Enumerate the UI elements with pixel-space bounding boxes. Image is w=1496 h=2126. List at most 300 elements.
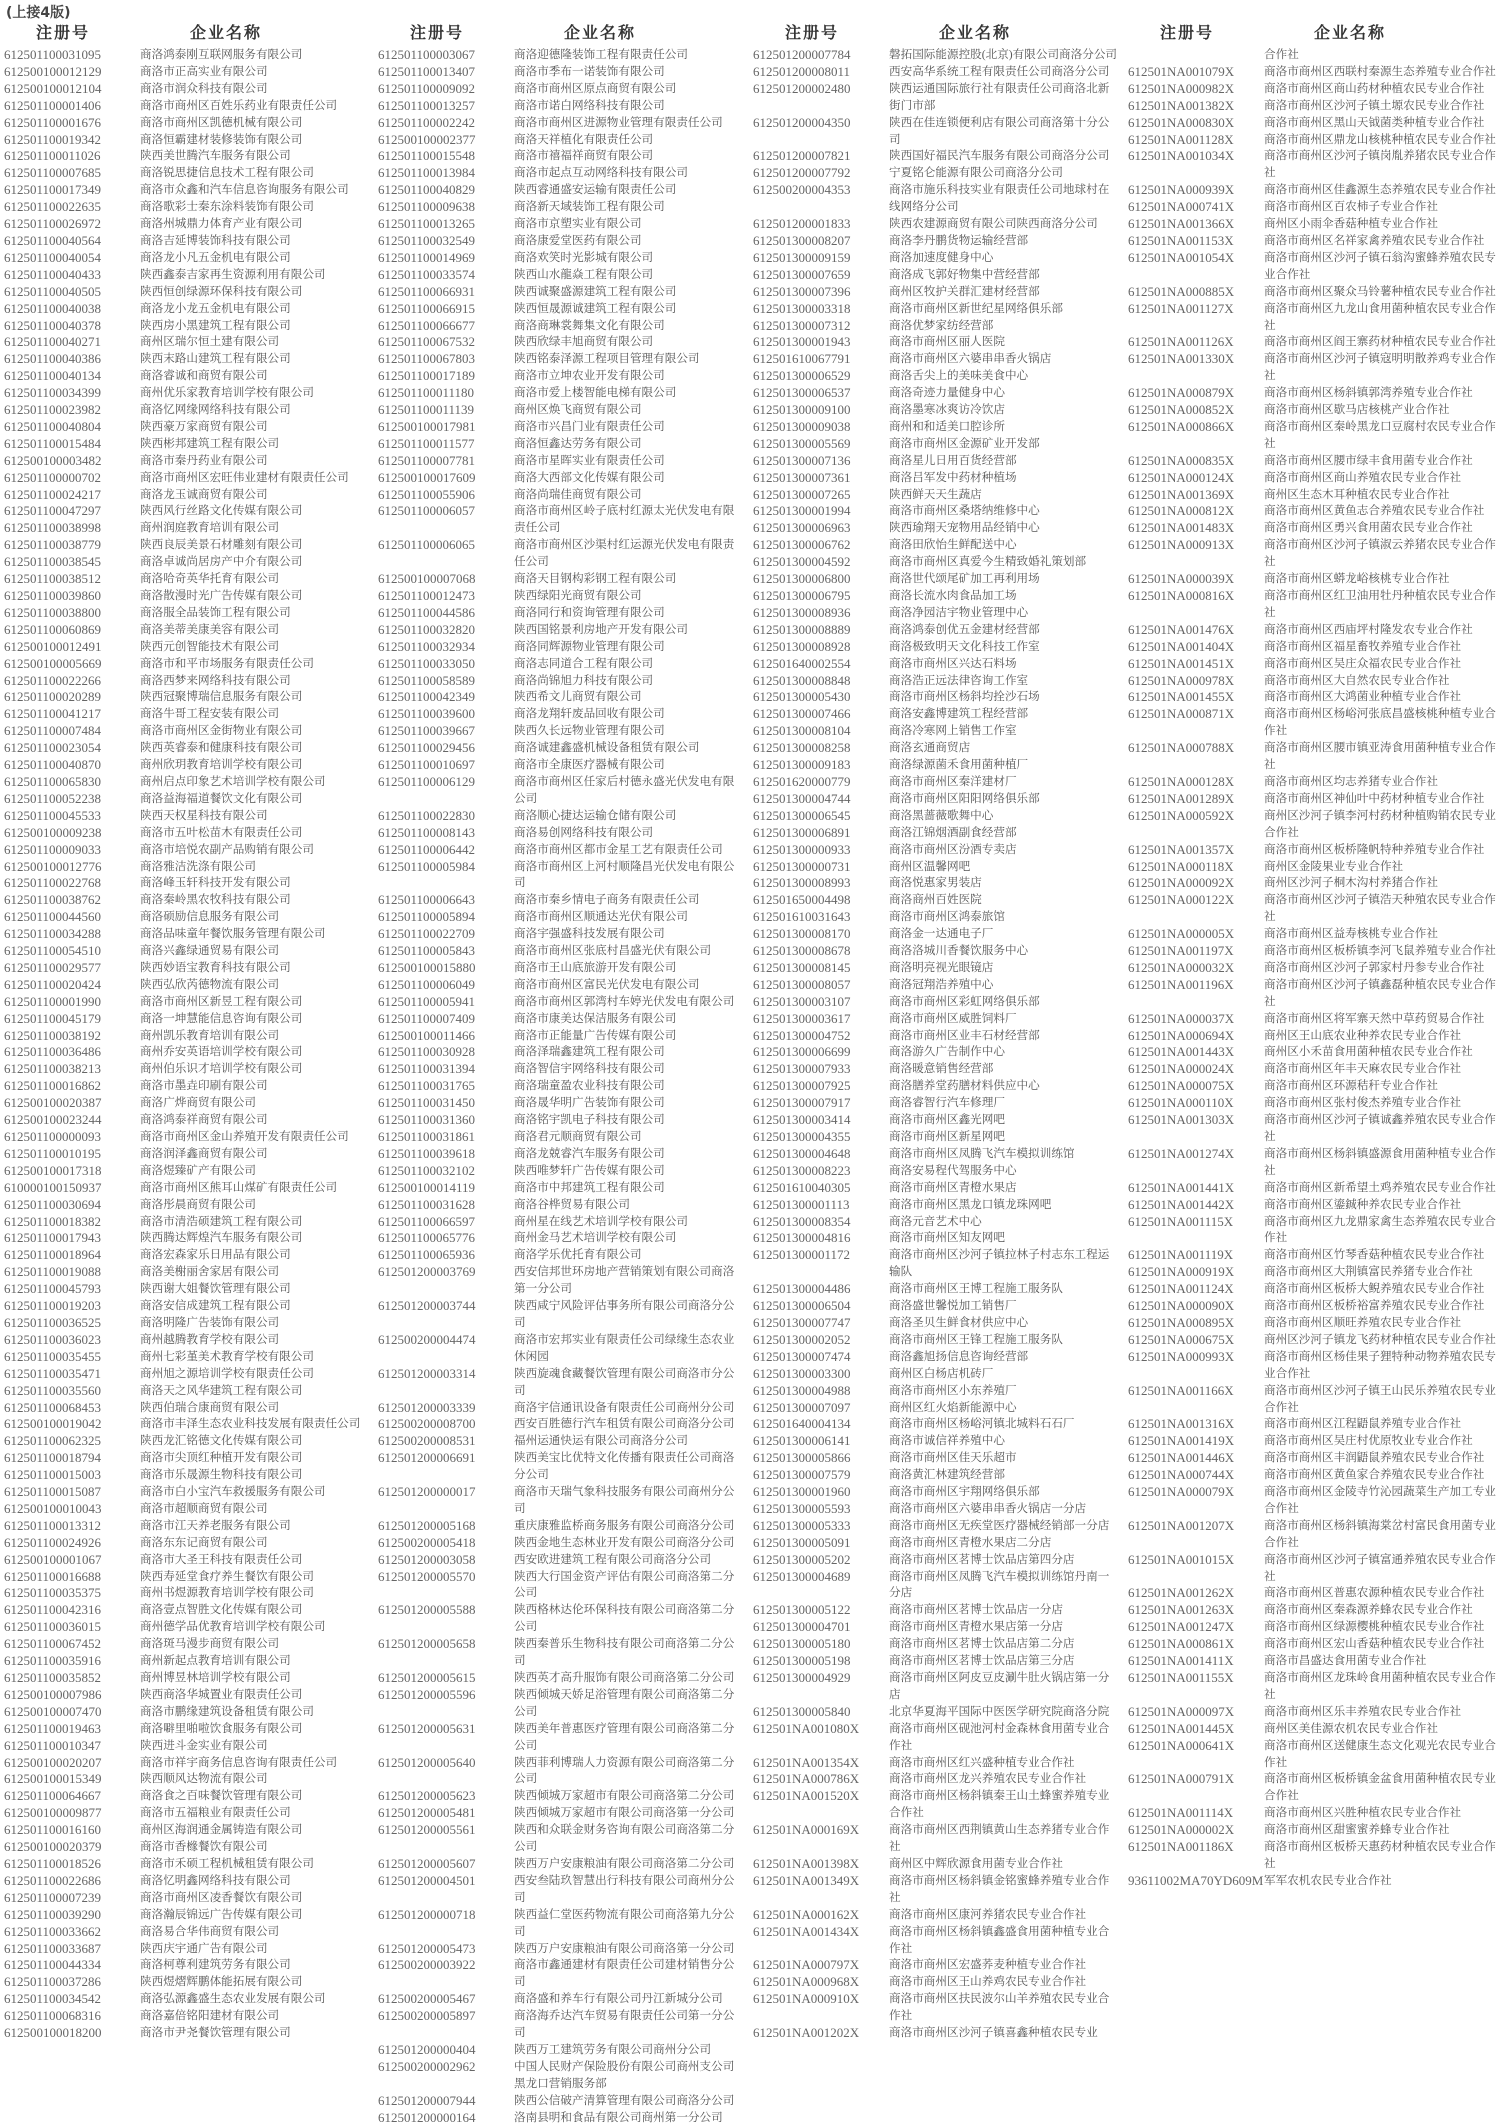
company-name: 商洛睿智行汽车修理厂	[889, 1096, 1005, 1110]
registration-number: 612501300007312	[753, 317, 851, 333]
company-name: 商洛市商州区秦森源养蜂农民专业合作社	[1264, 1603, 1473, 1617]
company-name: 商洛市商州区乐丰养殖农民专业合作社	[1264, 1704, 1462, 1718]
table-row	[0, 1755, 372, 1772]
company-name: 商洛市商州区红卫油用牡丹种植农民专业合作社	[1264, 589, 1496, 619]
table-row	[374, 503, 746, 537]
company-name: 商洛市商州区杨斜镇郭湾养殖专业合作社	[1264, 386, 1473, 400]
table-row	[0, 1264, 372, 1281]
company-name: 商洛鸿泰创优五金建材经营部	[889, 622, 1040, 636]
table-row	[1124, 959, 1485, 977]
registration-number: 612501NA001153X	[1128, 232, 1234, 248]
company-name: 商洛瀚辰锦远广告传媒有限公司	[140, 1907, 303, 1921]
registration-number: 612501100007484	[4, 723, 102, 739]
company-name: 商洛长流水肉食品加工场	[889, 589, 1017, 602]
company-name: 商洛市星晖实业有限责任公司	[514, 453, 665, 467]
table-row	[749, 1771, 1121, 1788]
registration-number: 612501300004486	[753, 1281, 851, 1297]
table-row	[0, 419, 372, 436]
header-reg-no: 注册号	[36, 23, 91, 42]
registration-number: 612501300008145	[753, 959, 851, 975]
company-name: 陕西倾城万家超市有限公司商洛第一分公司	[514, 1806, 735, 1820]
company-name: 商洛市商州区阳阳网络俱乐部	[889, 791, 1040, 805]
table-row	[749, 673, 1121, 690]
registration-number: 612500200002962	[378, 2058, 476, 2074]
table-row	[749, 1602, 1121, 1619]
table-row	[0, 1332, 372, 1349]
table-column-1	[0, 18, 372, 2041]
company-name: 商州区美佳源农机农民专业合作社	[1264, 1721, 1438, 1735]
table-row	[0, 1771, 372, 1788]
table-row	[374, 656, 746, 673]
company-name: 商洛瑞童盈农业科技有限公司	[514, 1079, 665, 1093]
registration-number: 612501100040564	[4, 232, 102, 248]
table-row	[0, 977, 372, 994]
company-name: 商洛市商州区沙河子镇岗胤养猪农民专业合作社	[1264, 149, 1496, 180]
company-name: 商洛市商州区宏山香菇种植农民专业合作社	[1264, 1637, 1485, 1651]
registration-number: 612501NA001451X	[1128, 655, 1235, 671]
registration-number: 612501200005588	[378, 1602, 476, 1618]
table-row	[749, 842, 1121, 859]
table-row	[0, 1974, 372, 1991]
registration-number: 612501NA001398X	[753, 1855, 860, 1871]
table-row	[374, 774, 746, 808]
table-row	[1124, 1704, 1480, 1721]
table-row	[749, 1619, 1121, 1636]
registration-number: 612501300006795	[753, 588, 851, 603]
registration-number: 612500100018200	[4, 2025, 102, 2041]
registration-number: 612501200005481	[378, 1805, 476, 1821]
registration-number: 612501100011577	[378, 435, 475, 451]
company-name: 商洛尚瑞佳商贸有限公司	[514, 487, 642, 501]
company-name: 商洛市商州区杨斜镇海棠岔村富民食用菌专业合作社	[1264, 1518, 1496, 1549]
company-name: 商洛煜臻矿产有限公司	[140, 1163, 256, 1177]
company-name: 商洛市商州区板桥镇金盆食用菌种植农民专业合作社	[1264, 1772, 1496, 1803]
company-name: 陕西庆宇通广告有限公司	[140, 1941, 268, 1955]
registration-number: 612501100001990	[4, 993, 102, 1009]
company-name: 商洛市润众科技有限公司	[140, 81, 268, 95]
table-row	[749, 1044, 1121, 1061]
table-row	[0, 1805, 372, 1822]
table-row	[1124, 131, 1496, 149]
company-name: 商洛加速度健身中心	[889, 250, 994, 264]
table-row	[374, 2059, 746, 2093]
company-name: 商洛市商州区歇马店核桃产业合作社	[1264, 403, 1450, 417]
company-name: 陕西弘欣芮德物流有限公司	[140, 977, 280, 991]
company-name: 商洛尚锦旭力科技有限公司	[514, 673, 654, 687]
registration-number: 612501200005615	[378, 1670, 476, 1685]
table-row	[749, 1433, 1121, 1450]
registration-number: 612501300003300	[753, 1365, 851, 1381]
company-name: 商洛润泽鑫商贸有限公司	[140, 1146, 268, 1160]
company-name: 商州润庭教育培训有限公司	[140, 521, 280, 535]
registration-number: 612501NA000835X	[1128, 452, 1235, 468]
registration-number: 612501300004744	[753, 790, 851, 806]
table-row	[0, 1856, 372, 1873]
registration-number: 612501100015087	[4, 1484, 102, 1500]
table-row	[0, 216, 372, 233]
registration-number: 612501300005180	[753, 1636, 851, 1652]
registration-number: 612501100033050	[378, 655, 476, 671]
table-row	[0, 402, 372, 419]
table-row	[374, 689, 746, 706]
company-name: 商洛志同道合工程有限公司	[514, 656, 654, 670]
registration-number: 612501100029456	[378, 740, 476, 756]
company-name: 商洛市商州区王山养鸡农民专业合作社	[889, 1975, 1087, 1989]
table-row	[0, 554, 372, 571]
company-name: 商洛市商州区神仙叶中药材种植专业合作社	[1264, 791, 1485, 805]
registration-number: 612501100030694	[4, 1196, 102, 1212]
table-row	[1124, 1619, 1485, 1636]
company-name: 商洛市商州区勇兴食用菌农民专业合作社	[1264, 521, 1473, 535]
table-row	[374, 1873, 746, 1907]
registration-number: 612501NA001303X	[1128, 1112, 1235, 1128]
company-name: 商洛李丹鹏货物运输经营部	[889, 233, 1029, 247]
company-name: 商洛膳养堂药膳材料供应中心	[889, 1079, 1040, 1093]
company-name: 商洛市商州区西联村秦源生态养殖专业合作社	[1264, 64, 1496, 78]
company-name: 商洛市祥宇商务信息咨询有限责任公司	[140, 1755, 338, 1769]
company-name: 商州区沙河子镇龙飞药材种植农民专业合作社	[1264, 1332, 1496, 1346]
company-name: 商洛市墨垚印刷有限公司	[140, 1079, 268, 1093]
registration-number: 612501100067803	[378, 351, 476, 367]
company-name: 陕西国好福民汽车服务有限公司商洛分公司	[889, 149, 1110, 163]
table-row	[1124, 520, 1480, 537]
table-row	[374, 588, 746, 605]
registration-number: 612501200003769	[378, 1264, 476, 1280]
table-row	[749, 909, 1121, 926]
registration-number: 612501NA000675X	[1128, 1331, 1235, 1347]
company-name: 商洛市商州区进源物业管理有限责任公司	[514, 115, 723, 129]
registration-number: 612501620000779	[753, 773, 851, 789]
table-row	[749, 503, 1121, 520]
company-name: 商州德学品优教育培训学校有限公司	[140, 1620, 326, 1634]
table-row	[749, 537, 1121, 554]
table-row	[749, 1755, 1121, 1772]
table-row	[749, 1907, 1121, 1924]
table-row	[0, 639, 372, 656]
company-name: 陕西久长远物业管理有限公司	[514, 724, 665, 738]
registration-number: 612501300005593	[753, 1500, 851, 1516]
registration-number: 612501100031095	[4, 47, 102, 62]
registration-number: 612501NA000982X	[1128, 80, 1235, 96]
table-row	[749, 1281, 1121, 1298]
company-name: 商洛市商州区新世纪星网络俱乐部	[889, 301, 1063, 315]
registration-number: 612501100031394	[378, 1061, 476, 1077]
table-row	[1124, 1416, 1480, 1433]
company-name: 西安叁陆玖智慧出行科技有限公司商州分公司	[514, 1873, 735, 1904]
company-name: 商洛市商州区知友网吧	[889, 1231, 1005, 1245]
company-name: 商洛市商州区沙河子镇寇明明散养鸡专业合作社	[1264, 352, 1496, 383]
company-name: 商洛兴鑫绿通贸易有限公司	[140, 944, 280, 958]
company-name: 陕西咸宁风险评估事务所有限公司商洛分公司	[514, 1299, 735, 1329]
table-row	[1124, 418, 1496, 453]
table-row	[0, 1941, 372, 1958]
company-name: 商洛市商州区岭子底村红源太光伏发电有限责任公司	[514, 504, 735, 535]
company-name: 陕西在佳连锁便利店有限公司商洛第十分公司	[889, 115, 1110, 146]
company-name: 商洛市商州区沙河子镇王山民乐养殖农民专业合作社	[1264, 1383, 1496, 1414]
table-row	[374, 301, 746, 318]
table-row	[749, 977, 1121, 994]
table-row	[749, 1450, 1121, 1467]
table-row	[749, 926, 1121, 943]
company-name: 商洛君元顺商贸有限公司	[514, 1130, 642, 1143]
company-name: 商洛安信成建筑工程有限公司	[140, 1299, 291, 1313]
table-row	[749, 1366, 1121, 1383]
company-name: 商洛市商州区绿源樱桃种植农民专业合作社	[1264, 1620, 1485, 1634]
registration-number: 612501200002480	[753, 80, 851, 96]
header-company-name: 企业名称	[939, 23, 1012, 42]
table-row	[0, 673, 372, 690]
table-row	[0, 1044, 372, 1061]
table-row	[374, 1400, 746, 1417]
table-row	[749, 2025, 1121, 2042]
registration-number: 612501100044586	[378, 604, 476, 620]
registration-number: 612501100023982	[4, 402, 102, 418]
table-row	[374, 115, 746, 132]
registration-number: 612501200001833	[753, 216, 851, 232]
company-name: 商洛市商州区沙河子郭家村丹参专业合作社	[1264, 960, 1485, 974]
table-row	[1124, 1670, 1496, 1704]
registration-number: 612501300001113	[753, 1196, 850, 1212]
registration-number: 612501100019088	[4, 1264, 102, 1280]
table-row	[1124, 926, 1480, 943]
company-name: 商州区沙河子镇李河村药材种植购销农民专业合作社	[1264, 808, 1496, 839]
company-name: 商洛市商州区宏盛荞麦种植专业合作社	[889, 1958, 1087, 1972]
company-name: 商洛市施乐科技实业有限责任公司地球村在线网络分公司	[889, 183, 1110, 214]
registration-number: 612501100016160	[4, 1822, 102, 1838]
table-row	[374, 1264, 746, 1298]
registration-number: 612500100012491	[4, 638, 102, 654]
company-name: 商州区红火焰新能源中心	[889, 1400, 1017, 1414]
company-name: 商洛市商州区福星畜牧养殖专业合作社	[1264, 639, 1462, 653]
table-row	[749, 1129, 1121, 1146]
registration-number: 612501NA001476X	[1128, 621, 1235, 637]
column-header	[1124, 18, 1480, 46]
registration-number: 612501200000404	[378, 2041, 476, 2057]
company-name: 商洛市培悦农副产品购销有限公司	[140, 842, 314, 856]
registration-number: 612501100037286	[4, 1974, 102, 1990]
registration-number: 612501100015548	[378, 148, 476, 164]
registration-number: 612501100039290	[4, 1906, 102, 1922]
company-name: 商洛市商州区板桥天惠药材种植农民专业合作社	[1264, 1840, 1496, 1870]
company-name: 商洛益海福道餐饮文化有限公司	[140, 791, 303, 805]
company-name: 商洛市商州区凌香餐饮有限公司	[140, 1890, 303, 1904]
registration-number: 612501100005941	[378, 993, 476, 1009]
table-row	[749, 1180, 1121, 1197]
registration-number: 612501300007396	[753, 283, 851, 299]
registration-number: 612501NA001207X	[1128, 1517, 1235, 1533]
table-row	[0, 385, 372, 402]
table-row	[749, 943, 1121, 960]
table-row	[1124, 63, 1496, 81]
registration-number: 612501200005561	[378, 1822, 476, 1838]
registration-number: 612501100038800	[4, 604, 102, 620]
table-row	[0, 1788, 372, 1805]
company-name: 商洛龙翔轩废品回收有限公司	[514, 707, 665, 721]
table-row	[749, 267, 1121, 284]
table-row	[0, 470, 372, 487]
company-name: 商州乔安英语培训学校有限公司	[140, 1045, 303, 1059]
registration-number: 612500100012129	[4, 63, 102, 79]
registration-number: 612501100032549	[378, 232, 476, 248]
table-row	[749, 520, 1121, 537]
table-row	[0, 1349, 372, 1366]
table-row	[374, 1061, 746, 1078]
registration-number: 612501100022709	[378, 926, 476, 942]
table-row	[0, 774, 372, 791]
registration-number: 612501300006537	[753, 385, 851, 401]
table-row	[0, 1214, 372, 1231]
company-name: 商洛盛和养车行有限公司丹江新城分公司	[514, 1992, 723, 2006]
table-row	[0, 1146, 372, 1163]
table-row	[749, 892, 1121, 909]
company-name: 商洛市商州区青橙水果店二分店	[889, 1535, 1052, 1549]
registration-number: 612501100013984	[378, 165, 476, 181]
registration-number: 612501300001943	[753, 334, 851, 350]
registration-number: 612501300007466	[753, 706, 851, 722]
registration-number: 612501100030928	[378, 1044, 476, 1060]
table-row	[374, 1670, 746, 1687]
company-name: 商洛市商州区丰润鼯鼠养殖农民专业合作社	[1264, 1451, 1485, 1465]
company-name: 商洛市商州区阎王寨药材种植农民专业合作社	[1264, 335, 1496, 349]
registration-number: 612501100045793	[4, 1281, 102, 1297]
registration-number: 612501100018526	[4, 1855, 102, 1871]
registration-number: 612501NA000090X	[1128, 1298, 1235, 1314]
registration-number: 612501100040386	[4, 351, 102, 367]
registration-number: 612501100045179	[4, 1010, 102, 1026]
table-row	[374, 436, 746, 453]
company-name: 商洛宇信通讯设备有限责任公司商州分公司	[514, 1400, 735, 1414]
table-row	[374, 1805, 746, 1822]
company-name: 商洛市尖顶红种植开发有限公司	[140, 1451, 303, 1465]
table-row	[749, 825, 1121, 842]
registration-number: 612501100031861	[378, 1129, 476, 1144]
registration-number: 612501300005198	[753, 1653, 851, 1669]
registration-number: 612501100009092	[378, 80, 476, 96]
table-row	[749, 419, 1121, 436]
registration-number: 612501300000731	[753, 858, 851, 874]
company-name: 陕西秦普乐生物科技有限公司商洛第二分公司	[514, 1637, 735, 1668]
table-row	[1124, 859, 1480, 876]
registration-number: 612501300008354	[753, 1213, 851, 1229]
company-name: 商洛市商州区沙河子镇石翁沟蜜蜂养殖农民专业合作社	[1264, 250, 1496, 281]
registration-number: 612500100017981	[378, 418, 476, 434]
company-name: 商洛泽瑞鑫建筑工程有限公司	[514, 1045, 665, 1059]
registration-number: 612501NA001419X	[1128, 1433, 1235, 1449]
table-row	[1124, 1197, 1480, 1214]
table-row	[374, 757, 746, 774]
table-row	[0, 318, 372, 335]
company-name: 商洛谷桦贸易有限公司	[514, 1197, 630, 1211]
company-name: 商洛市鑫通建材有限责任公司建材销售分公司	[514, 1958, 735, 1989]
company-name: 商洛市香橼餐饮有限公司	[140, 1840, 268, 1854]
company-name: 商洛市秦乡情电子商务有限责任公司	[514, 893, 700, 907]
table-row	[374, 1822, 746, 1856]
registration-number: 93611002MA70YD609M	[1128, 1872, 1264, 1888]
registration-number: 612501NA001114X	[1128, 1805, 1234, 1821]
registration-number: 612501100034288	[4, 926, 102, 942]
company-name: 商洛市商州区西荆镇黄山生态养猪专业合作社	[889, 1823, 1110, 1854]
company-name: 商洛市商州区吴庄众福农民专业合作社	[1264, 656, 1462, 670]
company-name: 商洛市商州区鸿泰旅馆	[889, 910, 1005, 924]
company-name: 福州运通快运有限公司商洛分公司	[514, 1434, 688, 1448]
company-name: 商洛大西部文化传媒有限公司	[514, 470, 665, 484]
registration-number: 612501100007409	[378, 1010, 476, 1026]
table-row	[1124, 385, 1480, 402]
table-row	[749, 1349, 1121, 1366]
table-row	[0, 1383, 372, 1400]
registration-number: 612501200007944	[378, 2092, 476, 2108]
company-name: 商洛吕军发中药材种植场	[889, 470, 1017, 484]
company-name: 商洛市全康医疗器械有限公司	[514, 758, 665, 772]
registration-number: 612501200004350	[753, 114, 851, 130]
table-row	[749, 960, 1121, 977]
company-name: 商洛睿诚和商贸有限公司	[140, 369, 268, 383]
table-row	[749, 1061, 1121, 1078]
table-row	[749, 1197, 1121, 1214]
registration-number: 612501100040870	[4, 757, 102, 773]
table-row	[749, 994, 1121, 1011]
company-name: 陕西商洛华城置业有限责任公司	[140, 1687, 303, 1701]
company-name: 商洛安鑫博建筑工程经营部	[889, 707, 1029, 721]
table-row	[0, 1822, 372, 1839]
registration-number: 612501300004752	[753, 1027, 851, 1043]
company-name: 商州新起点教育培训有限公司	[140, 1654, 291, 1668]
registration-number: 612501100038998	[4, 520, 102, 536]
registration-number: 612501100006129	[378, 773, 476, 789]
company-name: 商洛市商州区佳鑫源生态养殖农民专业合作社	[1264, 183, 1496, 197]
table-row	[0, 1501, 372, 1518]
company-name: 商州区王山底农业种养农民专业合作社	[1264, 1028, 1462, 1042]
registration-number: 612501300006762	[753, 537, 851, 553]
registration-number: 612501100022266	[4, 672, 102, 688]
registration-number: 612501200007784	[753, 47, 851, 62]
company-name: 商洛市商州区六婆串串香火锅店	[889, 352, 1052, 366]
table-row	[0, 233, 372, 250]
company-name: 商洛市商州区金源矿业开发部	[889, 436, 1040, 450]
registration-number: 612501NA000786X	[753, 1771, 860, 1787]
registration-number: 612501100013312	[4, 1517, 102, 1533]
registration-number: 612500200005897	[378, 2008, 476, 2024]
registration-number: 612501100045533	[4, 807, 102, 823]
table-row	[0, 706, 372, 723]
company-name: 商洛市秦丹药业有限公司	[140, 453, 268, 467]
table-row	[374, 1569, 746, 1603]
registration-number: 612501100008143	[378, 824, 476, 840]
company-name: 商洛市正高实业有限公司	[140, 64, 268, 78]
registration-number: 612501NA000118X	[1128, 858, 1234, 874]
company-name: 商洛市商州区原点商贸有限公司	[514, 81, 677, 95]
company-name: 商洛市商州区秦洋建材厂	[889, 774, 1017, 788]
company-name: 商洛市商州区龙珠岭食用菌种植农民专业合作社	[1264, 1671, 1496, 1701]
registration-number: 612501300008223	[753, 1162, 851, 1178]
company-name: 商洛市商州区宏旺伟业建材有限责任公司	[140, 470, 349, 484]
registration-number: 612501NA001446X	[1128, 1450, 1235, 1466]
company-name: 陕西顺风达物流有限公司	[140, 1772, 268, 1786]
company-name: 商州优乐家教育培训学校有限公司	[140, 386, 314, 400]
registration-number: 612501100039618	[378, 1145, 476, 1161]
company-name: 商洛市商州区佳天乐超市	[889, 1451, 1017, 1465]
table-row	[1124, 588, 1496, 622]
registration-number: 612501100009033	[4, 841, 102, 857]
company-name: 商洛牛哥工程安装有限公司	[140, 707, 280, 721]
company-name: 商洛市诚信祥养殖中心	[889, 1434, 1005, 1448]
table-row	[749, 385, 1121, 402]
registration-number: 612501100060869	[4, 621, 102, 637]
registration-number: 612501300003318	[753, 300, 851, 316]
registration-number: 612501NA000741X	[1128, 199, 1235, 215]
registration-number: 612501NA000122X	[1128, 892, 1235, 908]
table-row	[0, 98, 372, 115]
